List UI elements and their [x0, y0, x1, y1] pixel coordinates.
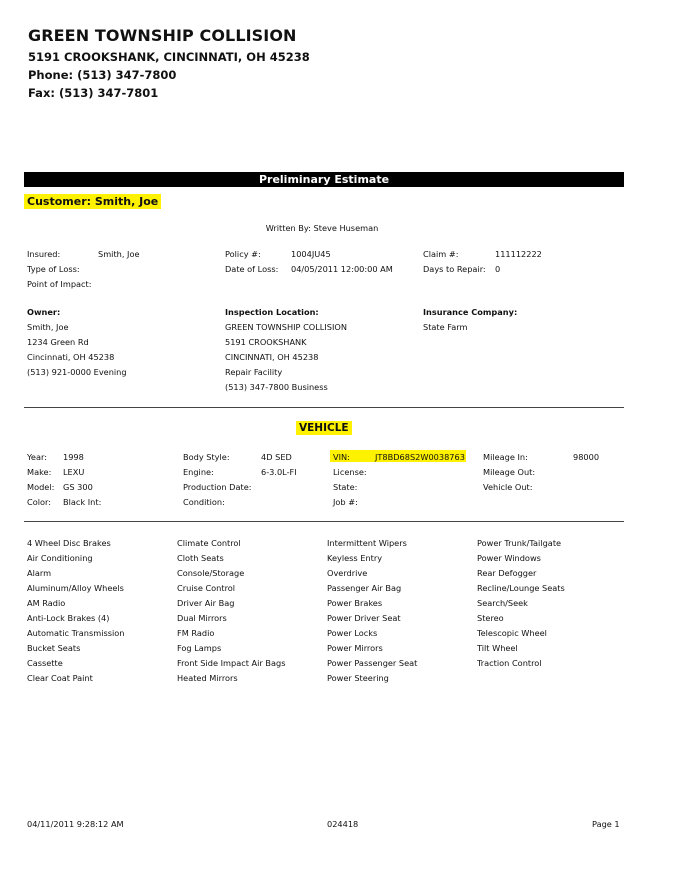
- vehicle-option: Dual Mirrors: [177, 613, 227, 623]
- claim-value: 111112222: [495, 249, 542, 259]
- vehicle-option: Automatic Transmission: [27, 628, 125, 638]
- footer-doc-number: 024418: [327, 819, 359, 829]
- vehicle-option: Power Windows: [477, 553, 541, 563]
- type-of-loss-label: Type of Loss:: [27, 264, 80, 274]
- vehicle-option: Console/Storage: [177, 568, 245, 578]
- vin-label: VIN:: [333, 452, 350, 462]
- vehicle-option: Aluminum/Alloy Wheels: [27, 583, 124, 593]
- shop-address: 5191 CROOKSHANK, CINCINNATI, OH 45238: [28, 50, 310, 64]
- insured-value: Smith, Joe: [98, 249, 140, 259]
- shop-phone: Phone: (513) 347-7800: [28, 68, 177, 82]
- vehicle-option: Fog Lamps: [177, 643, 222, 653]
- vehicle-option: Heated Mirrors: [177, 673, 238, 683]
- inspection-heading: Inspection Location:: [225, 307, 319, 317]
- vehicle-option: Clear Coat Paint: [27, 673, 93, 683]
- vin-value: JT8BD68S2W0038763: [375, 452, 465, 462]
- body-style-value: 4D SED: [261, 452, 292, 462]
- model-label: Model:: [27, 482, 55, 492]
- mileage-in-label: Mileage In:: [483, 452, 528, 462]
- state-label: State:: [333, 482, 358, 492]
- vehicle-option: Cruise Control: [177, 583, 236, 593]
- vehicle-out-label: Vehicle Out:: [483, 482, 533, 492]
- owner-line: (513) 921-0000 Evening: [27, 367, 127, 377]
- mileage-out-label: Mileage Out:: [483, 467, 536, 477]
- job-number-label: Job #:: [333, 497, 358, 507]
- color-value: Black Int:: [63, 497, 102, 507]
- days-to-repair-value: 0: [495, 264, 501, 274]
- inspection-line: GREEN TOWNSHIP COLLISION: [225, 322, 347, 332]
- vehicle-option: Anti-Lock Brakes (4): [27, 613, 110, 623]
- vehicle-option: FM Radio: [177, 628, 215, 638]
- vehicle-heading: VEHICLE: [296, 421, 352, 435]
- policy-value: 1004JU45: [291, 249, 331, 259]
- condition-label: Condition:: [183, 497, 225, 507]
- engine-label: Engine:: [183, 467, 214, 477]
- vehicle-option: Driver Air Bag: [177, 598, 235, 608]
- owner-line: Smith, Joe: [27, 322, 69, 332]
- policy-label: Policy #:: [225, 249, 261, 259]
- insurance-heading: Insurance Company:: [423, 307, 518, 317]
- owner-line: Cincinnati, OH 45238: [27, 352, 115, 362]
- owner-heading: Owner:: [27, 307, 61, 317]
- date-of-loss-label: Date of Loss:: [225, 264, 279, 274]
- vehicle-option: Recline/Lounge Seats: [477, 583, 565, 593]
- model-value: GS 300: [63, 482, 93, 492]
- divider: [24, 521, 624, 522]
- inspection-line: Repair Facility: [225, 367, 283, 377]
- written-by: Written By: Steve Huseman: [265, 223, 379, 233]
- inspection-line: 5191 CROOKSHANK: [225, 337, 307, 347]
- vehicle-option: Passenger Air Bag: [327, 583, 402, 593]
- vehicle-option: Overdrive: [327, 568, 368, 578]
- vehicle-option: Power Trunk/Tailgate: [477, 538, 562, 548]
- body-style-label: Body Style:: [183, 452, 230, 462]
- vehicle-option: Power Brakes: [327, 598, 383, 608]
- mileage-in-value: 98000: [573, 452, 600, 462]
- vehicle-option: Bucket Seats: [27, 643, 81, 653]
- inspection-line: CINCINNATI, OH 45238: [225, 352, 319, 362]
- customer-name: Customer: Smith, Joe: [24, 194, 161, 209]
- vehicle-option: Power Locks: [327, 628, 378, 638]
- vehicle-option: Front Side Impact Air Bags: [177, 658, 286, 668]
- divider: [24, 407, 624, 408]
- vehicle-option: Power Driver Seat: [327, 613, 401, 623]
- vehicle-option: Climate Control: [177, 538, 241, 548]
- insurance-line: State Farm: [423, 322, 468, 332]
- vehicle-option: Tilt Wheel: [477, 643, 518, 653]
- vehicle-option: Power Steering: [327, 673, 389, 683]
- year-label: Year:: [27, 452, 47, 462]
- vehicle-option: 4 Wheel Disc Brakes: [27, 538, 111, 548]
- owner-line: 1234 Green Rd: [27, 337, 89, 347]
- days-to-repair-label: Days to Repair:: [423, 264, 486, 274]
- document-title: Preliminary Estimate: [24, 172, 624, 187]
- point-of-impact-label: Point of Impact:: [27, 279, 92, 289]
- engine-value: 6-3.0L-FI: [261, 467, 297, 477]
- vehicle-option: Telescopic Wheel: [477, 628, 547, 638]
- vehicle-option: Power Passenger Seat: [327, 658, 418, 668]
- vehicle-option: Search/Seek: [477, 598, 528, 608]
- vehicle-option: Intermittent Wipers: [327, 538, 407, 548]
- vehicle-option: Cloth Seats: [177, 553, 224, 563]
- color-label: Color:: [27, 497, 51, 507]
- vehicle-option: Rear Defogger: [477, 568, 537, 578]
- date-of-loss-value: 04/05/2011 12:00:00 AM: [291, 264, 393, 274]
- vehicle-option: Stereo: [477, 613, 504, 623]
- year-value: 1998: [63, 452, 84, 462]
- make-value: LEXU: [63, 467, 85, 477]
- production-date-label: Production Date:: [183, 482, 252, 492]
- footer-timestamp: 04/11/2011 9:28:12 AM: [27, 819, 124, 829]
- vehicle-option: Traction Control: [477, 658, 542, 668]
- make-label: Make:: [27, 467, 52, 477]
- insured-label: Insured:: [27, 249, 61, 259]
- vehicle-option: Power Mirrors: [327, 643, 383, 653]
- claim-label: Claim #:: [423, 249, 459, 259]
- shop-name: GREEN TOWNSHIP COLLISION: [28, 26, 297, 45]
- vehicle-option: Cassette: [27, 658, 63, 668]
- shop-fax: Fax: (513) 347-7801: [28, 86, 159, 100]
- license-label: License:: [333, 467, 367, 477]
- footer-page-number: Page 1: [592, 819, 620, 829]
- vehicle-option: Alarm: [27, 568, 52, 578]
- inspection-line: (513) 347-7800 Business: [225, 382, 328, 392]
- vehicle-option: AM Radio: [27, 598, 66, 608]
- vehicle-option: Keyless Entry: [327, 553, 383, 563]
- vehicle-option: Air Conditioning: [27, 553, 93, 563]
